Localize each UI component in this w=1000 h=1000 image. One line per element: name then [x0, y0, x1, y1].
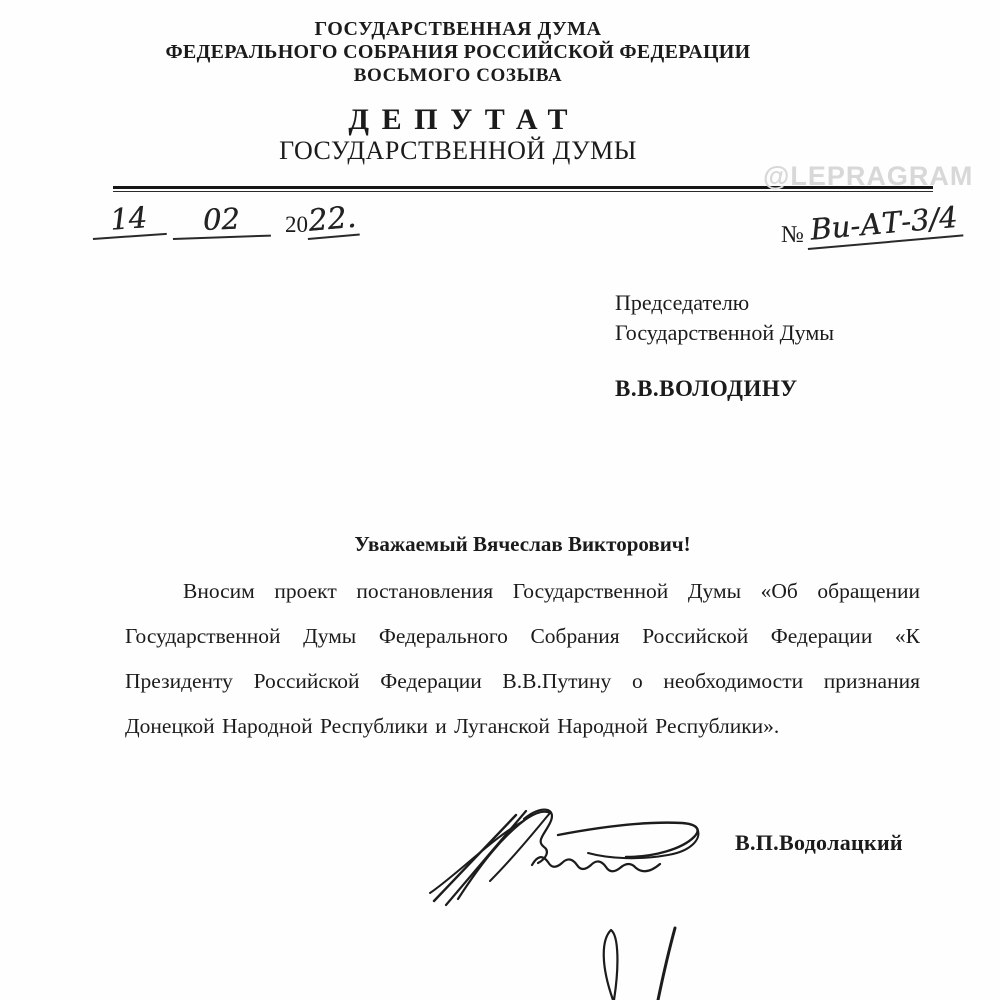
number-sign-label: № [781, 222, 804, 248]
letterhead-deputy-title: ДЕПУТАТ [348, 103, 581, 136]
handwritten-bottom-strokes [583, 924, 698, 1000]
handwritten-year-suffix: 22. [305, 202, 359, 240]
letterhead-org-line2: ФЕДЕРАЛЬНОГО СОБРАНИЯ РОССИЙСКОЙ ФЕДЕРАЦИИ [165, 41, 751, 63]
outgoing-number-field [781, 199, 963, 250]
reference-row [0, 199, 1000, 264]
salutation: Уважаемый Вячеслав Викторович! [354, 532, 691, 556]
recipient-name: В.В.ВОЛОДИНУ [615, 376, 798, 401]
date-field [93, 199, 360, 240]
recipient-block [615, 288, 834, 402]
letterhead-org-line1: ГОСУДАРСТВЕННАЯ ДУМА [314, 18, 602, 40]
recipient-title-line1: Председателю [615, 290, 750, 315]
signer-name: В.П.Водолацкий [735, 830, 903, 855]
body-paragraph: Вносим проект постановления Государственной Думы «Об обращении Государственной Думы Федерального Собрания Российской Федерации «К Президенту Российской Федерации В.В.Путину о необходимости признания Донецкой Народной Республики и Луганской Народной Республики». [125, 579, 920, 738]
date-year-field [285, 199, 360, 240]
handwritten-number-value: Ви-АТ-3/4 [805, 201, 963, 250]
handwritten-signature-scribble [420, 793, 720, 908]
letterhead-deputy-subtitle: ГОСУДАРСТВЕННОЙ ДУМЫ [279, 136, 637, 165]
printed-year-prefix: 20 [285, 212, 308, 237]
handwritten-date-month: 02 [172, 201, 271, 240]
watermark-text: @LEPRAGRAM [763, 161, 974, 191]
letterhead-convocation: ВОСЬМОГО СОЗЫВА [353, 65, 563, 86]
handwritten-date-day: 14 [90, 199, 166, 240]
letterhead [0, 18, 916, 166]
recipient-title-line2: Государственной Думы [615, 320, 835, 345]
